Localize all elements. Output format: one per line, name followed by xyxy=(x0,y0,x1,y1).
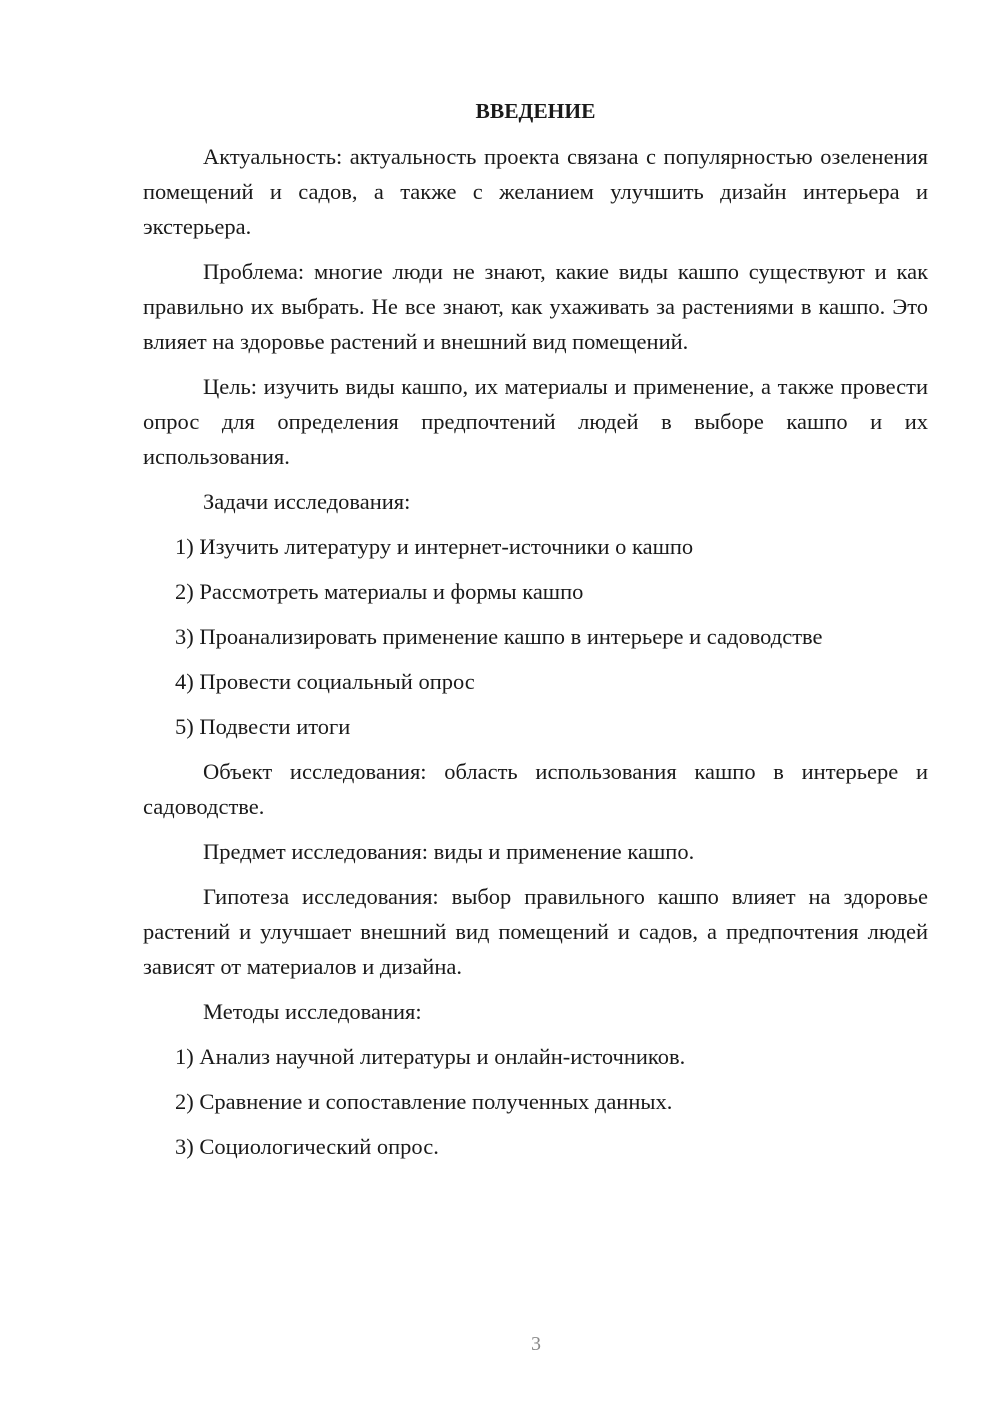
goal-paragraph: Цель: изучить виды кашпо, их материалы и применение, а также провести опрос для определения предпочтений людей в выборе кашпо и их использования. xyxy=(143,374,928,469)
list-item: 3) Социологический опрос. xyxy=(175,1134,439,1159)
list-item: 4) Провести социальный опрос xyxy=(175,669,475,694)
object-paragraph: Объект исследования: область использования кашпо в интерьере и садоводстве. xyxy=(143,759,928,819)
list-item: 3) Проанализировать применение кашпо в интерьере и садоводстве xyxy=(175,624,823,649)
document-page xyxy=(143,95,928,1174)
methods-list xyxy=(143,1039,928,1164)
hypothesis-paragraph: Гипотеза исследования: выбор правильного кашпо влияет на здоровье растений и улучшает внешний вид помещений и садов, а предпочтения людей зависят от материалов и дизайна. xyxy=(143,884,928,979)
tasks-heading: Задачи исследования: xyxy=(203,489,411,514)
methods-heading: Методы исследования: xyxy=(203,999,422,1024)
list-item: 2) Рассмотреть материалы и формы кашпо xyxy=(175,579,584,604)
list-item: 2) Сравнение и сопоставление полученных данных. xyxy=(175,1089,673,1114)
page-number: 3 xyxy=(531,1333,541,1355)
document-title: ВВЕДЕНИЕ xyxy=(475,99,596,123)
list-item: 1) Анализ научной литературы и онлайн-источников. xyxy=(175,1044,686,1069)
list-item: 1) Изучить литературу и интернет-источники о кашпо xyxy=(175,534,694,559)
list-item: 5) Подвести итоги xyxy=(175,714,351,739)
tasks-list xyxy=(143,529,928,744)
subject-paragraph: Предмет исследования: виды и применение кашпо. xyxy=(203,839,695,864)
relevance-paragraph: Актуальность: актуальность проекта связана с популярностью озеленения помещений и садов, а также с желанием улучшить дизайн интерьера и экстерьера. xyxy=(143,144,928,239)
problem-paragraph: Проблема: многие люди не знают, какие виды кашпо существуют и как правильно их выбрать. Не все знают, как ухаживать за растениями в кашпо. Это влияет на здоровье растений и внешний вид помещений. xyxy=(143,259,928,354)
